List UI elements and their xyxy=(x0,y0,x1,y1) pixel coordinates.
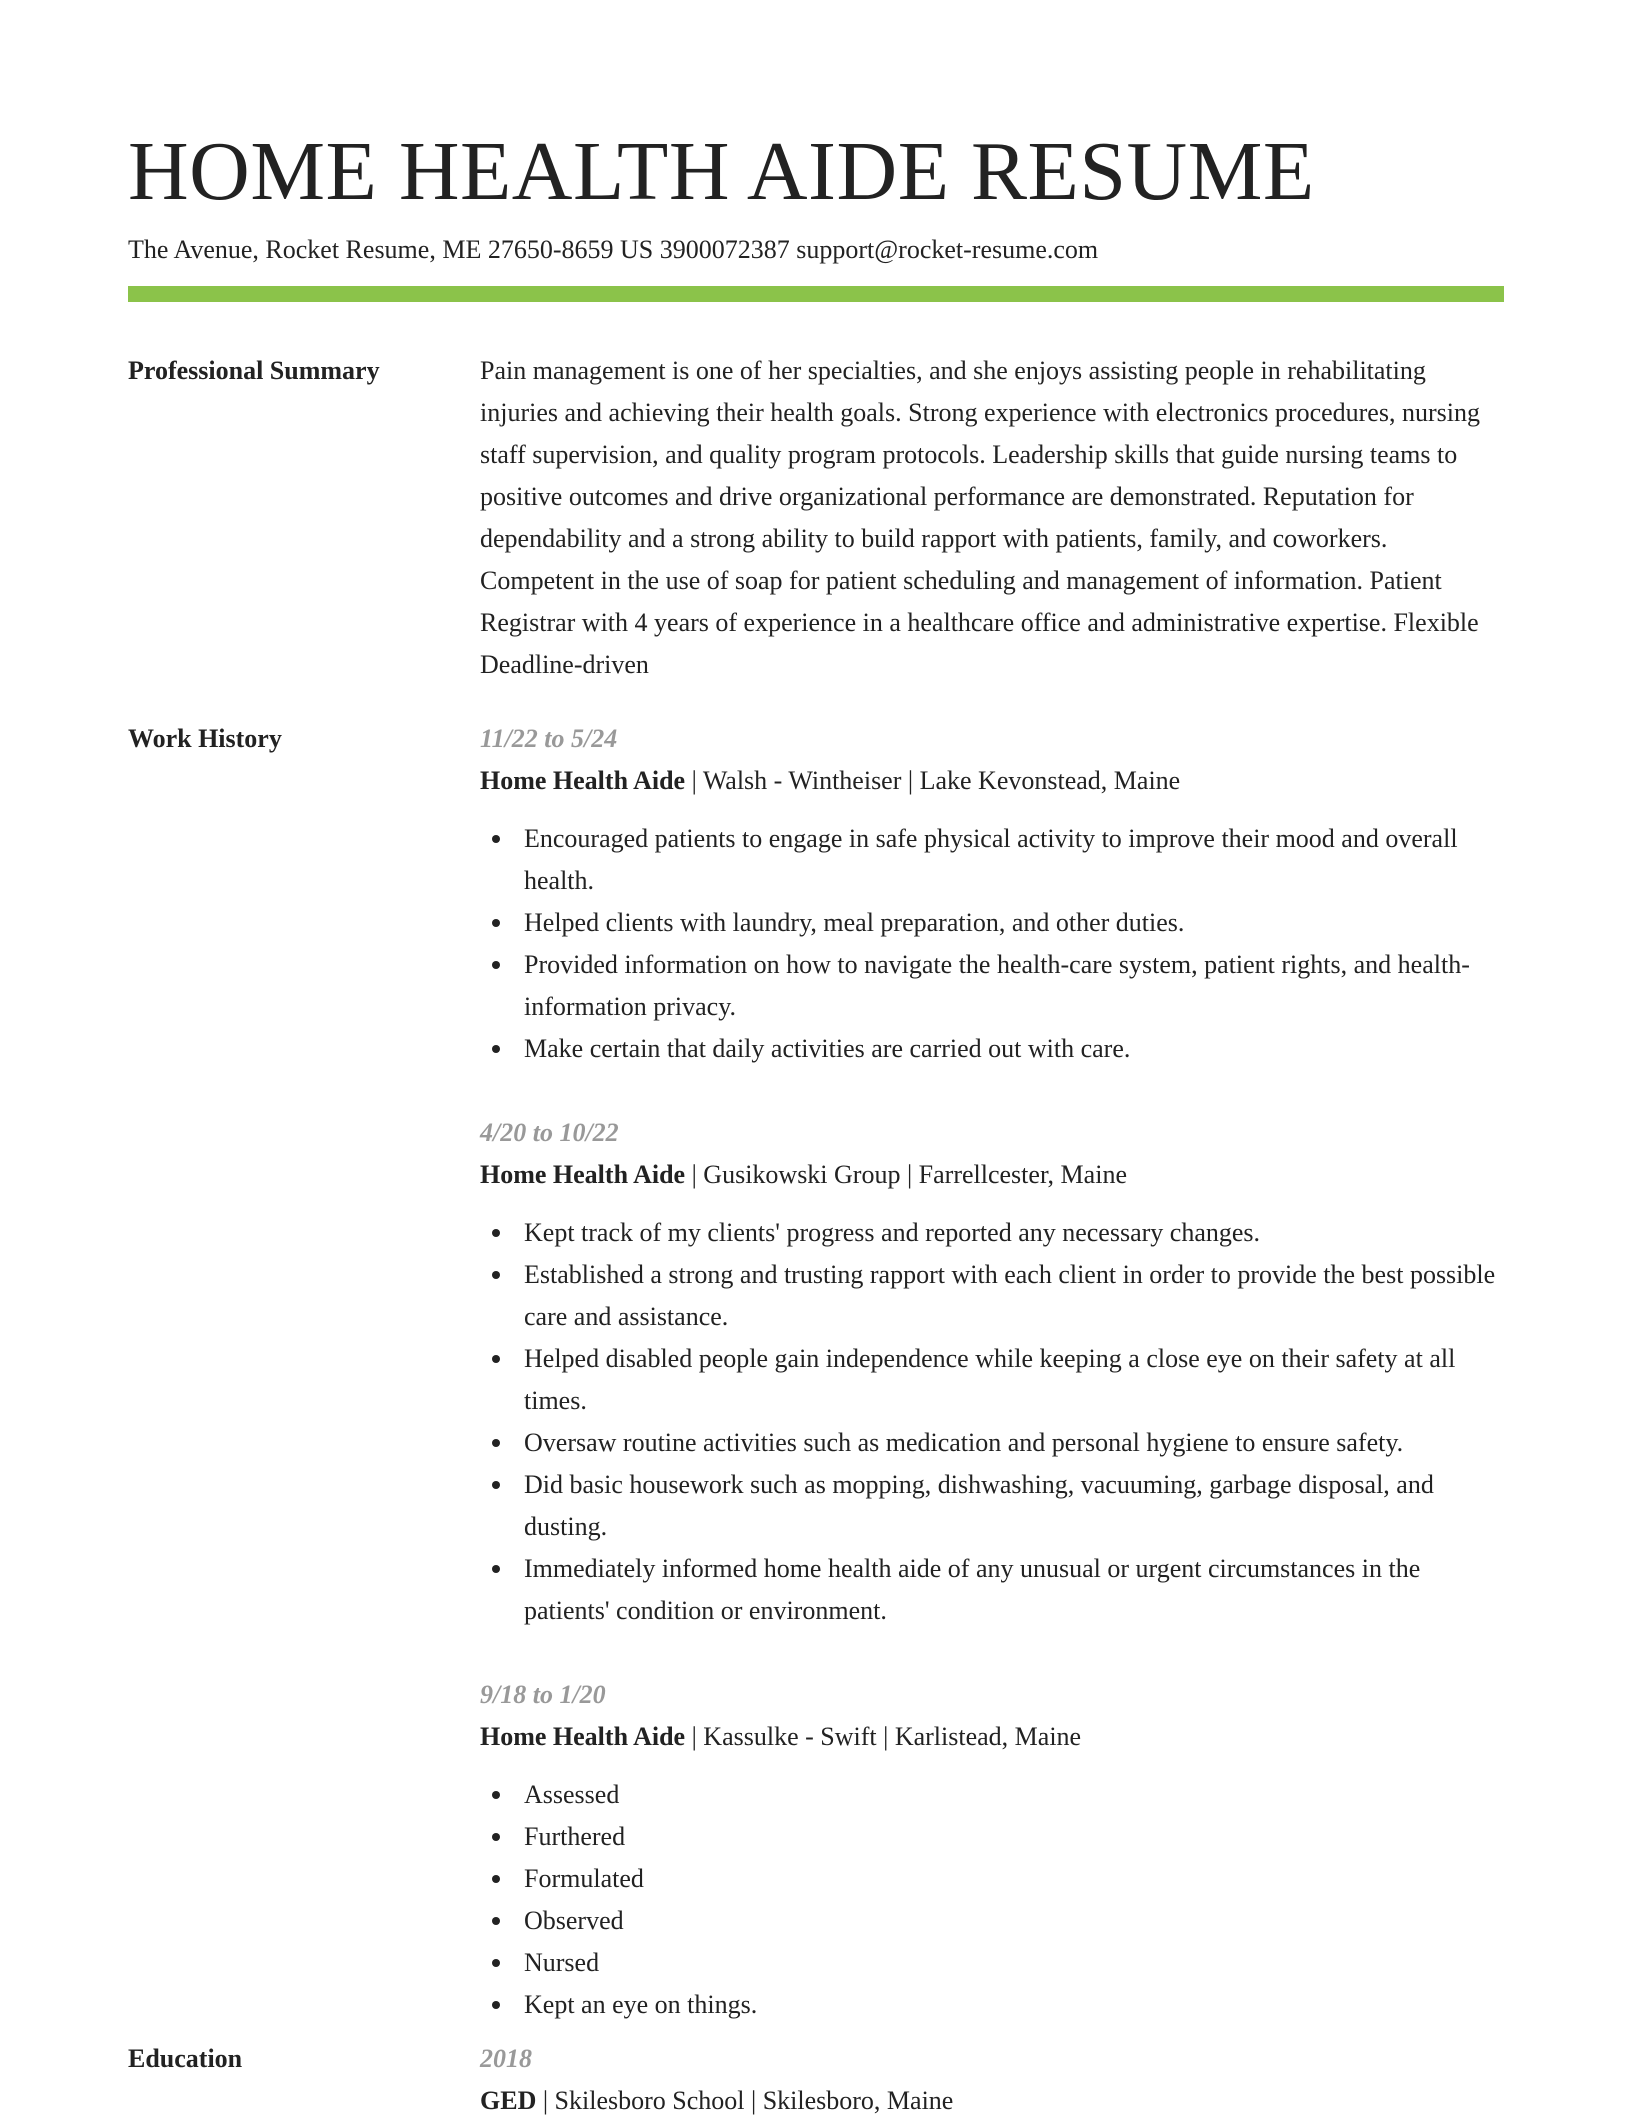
bullet-icon xyxy=(492,1917,500,1925)
bullet-item xyxy=(524,1774,1504,1816)
job-entry xyxy=(480,1674,1504,2026)
job-dates: 9/18 to 1/20 xyxy=(480,1680,606,1709)
bullet-text: Immediately informed home health aide of any unusual or urgent circumstances in the patients' condition or environment. xyxy=(524,1554,1421,1625)
job-details: | Gusikowski Group | Farrellcester, Maine xyxy=(685,1160,1127,1189)
bullet-icon xyxy=(492,2001,500,2009)
bullet-text: Formulated xyxy=(524,1864,644,1893)
bullet-icon xyxy=(492,1565,500,1573)
job-title: Home Health Aide xyxy=(480,766,686,795)
bullet-item xyxy=(524,1816,1504,1858)
contact-info: The Avenue, Rocket Resume, ME 27650-8659 US 3900072387 support@rocket-resume.com xyxy=(128,235,1099,264)
bullet-text: Kept an eye on things. xyxy=(524,1990,758,2019)
bullet-icon xyxy=(492,1481,500,1489)
education-title-line xyxy=(480,2080,1504,2122)
bullet-text: Assessed xyxy=(524,1780,620,1809)
bullet-text: Kept track of my clients' progress and reported any necessary changes. xyxy=(524,1218,1261,1247)
bullet-icon xyxy=(492,1959,500,1967)
bullet-icon xyxy=(492,961,500,969)
job-title-line xyxy=(480,1154,1504,1196)
bullet-icon xyxy=(492,1791,500,1799)
bullet-item xyxy=(524,944,1504,1028)
bullet-text: Provided information on how to navigate the health-care system, patient rights, and health-information privacy. xyxy=(524,950,1470,1021)
bullet-icon xyxy=(492,1045,500,1053)
bullet-icon xyxy=(492,1229,500,1237)
bullet-item xyxy=(524,1548,1504,1632)
job-title-line xyxy=(480,1716,1504,1758)
job-title-line xyxy=(480,760,1504,802)
bullet-item xyxy=(524,1858,1504,1900)
bullet-icon xyxy=(492,1271,500,1279)
bullet-item xyxy=(524,1464,1504,1548)
header-divider xyxy=(128,286,1504,302)
education-degree: GED xyxy=(480,2086,537,2115)
job-entry xyxy=(480,718,1504,1070)
work-history-body xyxy=(480,718,1504,2068)
job-details: | Walsh - Wintheiser | Lake Kevonstead, Maine xyxy=(685,766,1181,795)
bullet-icon xyxy=(492,1355,500,1363)
bullet-icon xyxy=(492,1833,500,1841)
bullet-text: Did basic housework such as mopping, dishwashing, vacuuming, garbage disposal, and dusting. xyxy=(524,1470,1434,1541)
section-label-education: Education xyxy=(128,2044,243,2073)
job-details: | Kassulke - Swift | Karlistead, Maine xyxy=(685,1722,1082,1751)
bullet-item xyxy=(524,1984,1504,2026)
job-bullets xyxy=(480,1774,1504,2026)
job-entry xyxy=(480,1112,1504,1632)
resume-title: HOME HEALTH AIDE RESUME xyxy=(128,125,1315,218)
section-label-summary: Professional Summary xyxy=(128,356,380,385)
summary-text: Pain management is one of her specialties, and she enjoys assisting people in rehabilitating injuries and achieving their health goals. Strong experience with electronics procedures, nursing staff supervision, and quality program protocols. Leadership skills that guide nursing teams to positive outcomes and drive organizational performance are demonstrated. Reputation for dependability and a strong ability to build rapport with patients, family, and coworkers. Competent in the use of soap for patient scheduling and management of information. Patient Registrar with 4 years of experience in a healthcare office and administrative expertise. Flexible Deadline-driven xyxy=(480,356,1480,679)
bullet-item xyxy=(524,1028,1504,1070)
job-dates: 11/22 to 5/24 xyxy=(480,724,618,753)
bullet-text: Encouraged patients to engage in safe physical activity to improve their mood and overall health. xyxy=(524,824,1458,895)
bullet-icon xyxy=(492,919,500,927)
bullet-item xyxy=(524,1900,1504,1942)
bullet-item xyxy=(524,902,1504,944)
summary-body xyxy=(480,350,1504,686)
bullet-text: Nursed xyxy=(524,1948,600,1977)
job-dates: 4/20 to 10/22 xyxy=(480,1118,619,1147)
bullet-text: Observed xyxy=(524,1906,624,1935)
job-bullets xyxy=(480,818,1504,1070)
education-dates: 2018 xyxy=(480,2044,532,2073)
bullet-text: Furthered xyxy=(524,1822,626,1851)
bullet-item xyxy=(524,1338,1504,1422)
bullet-text: Oversaw routine activities such as medication and personal hygiene to ensure safety. xyxy=(524,1428,1404,1457)
bullet-text: Make certain that daily activities are carried out with care. xyxy=(524,1034,1131,1063)
section-label-work-history: Work History xyxy=(128,724,282,753)
job-bullets xyxy=(480,1212,1504,1632)
education-details: | Skilesboro School | Skilesboro, Maine xyxy=(536,2086,954,2115)
bullet-item xyxy=(524,1212,1504,1254)
job-title: Home Health Aide xyxy=(480,1722,686,1751)
bullet-item xyxy=(524,818,1504,902)
bullet-icon xyxy=(492,835,500,843)
education-body xyxy=(480,2038,1504,2122)
bullet-text: Helped disabled people gain independence while keeping a close eye on their safety at all times. xyxy=(524,1344,1456,1415)
bullet-text: Established a strong and trusting rapport with each client in order to provide the best possible care and assistance. xyxy=(524,1260,1496,1331)
bullet-item xyxy=(524,1254,1504,1338)
bullet-item xyxy=(524,1422,1504,1464)
bullet-text: Helped clients with laundry, meal preparation, and other duties. xyxy=(524,908,1185,937)
bullet-icon xyxy=(492,1875,500,1883)
job-title: Home Health Aide xyxy=(480,1160,686,1189)
bullet-item xyxy=(524,1942,1504,1984)
bullet-icon xyxy=(492,1439,500,1447)
